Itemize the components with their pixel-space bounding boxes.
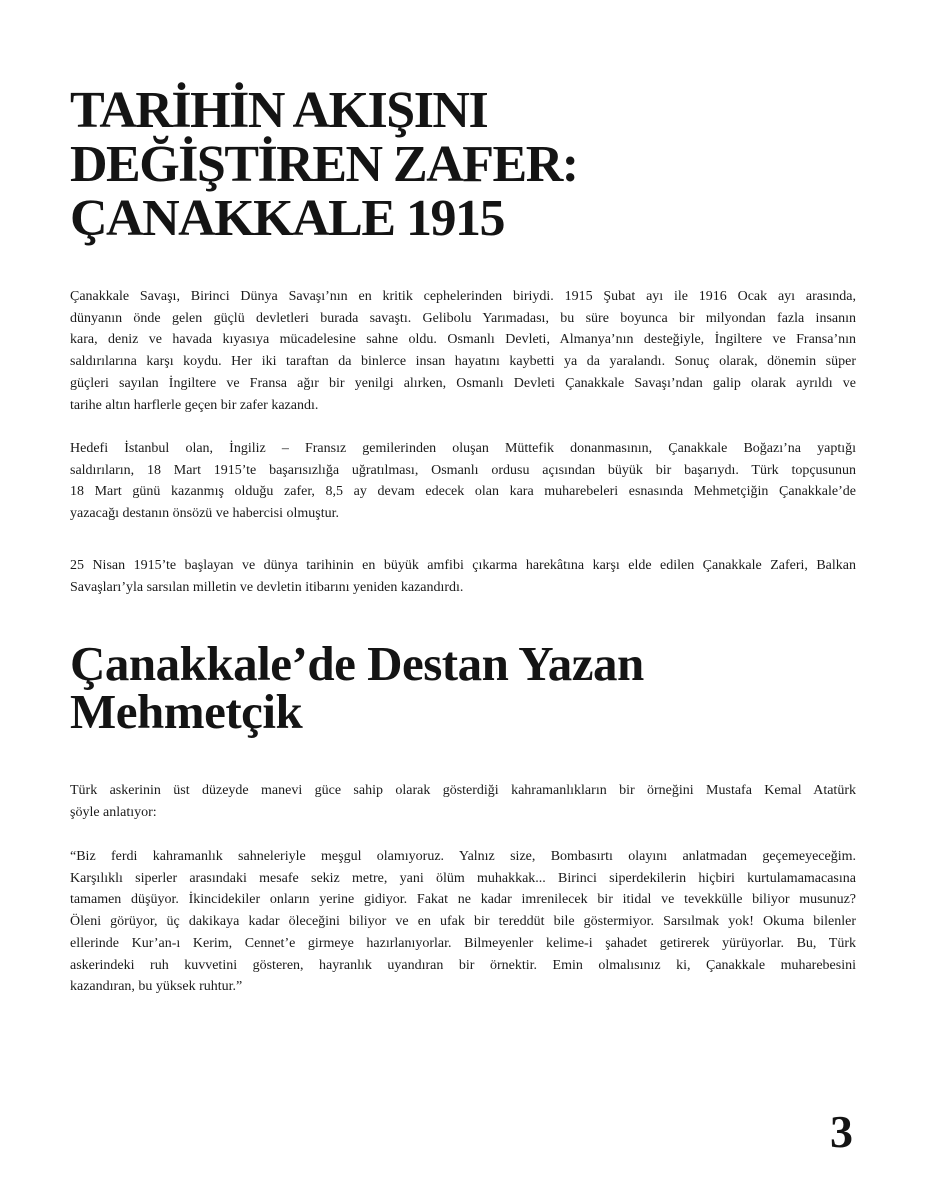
text-line: kazandıran, bu yüksek ruhtur.”: [70, 979, 243, 995]
title-line: TARİHİN AKIŞINI: [70, 82, 488, 139]
title-line: ÇANAKKALE 1915: [70, 190, 505, 247]
text-line: saldırıların, 18 Mart 1915’te başarısızlığa uğratılması, Osmanlı ordusu açısından büyük bir başarıydı. Türk topçusunun: [70, 462, 856, 478]
text-line: güçleri sayılan İngiltere ve Fransa ağır bir yenilgi alırken, Osmanlı Devleti Çanakkale Savaşı’ndan galip olarak ayrıldı ve: [70, 375, 856, 391]
text-line: şöyle anlatıyor:: [70, 804, 157, 820]
heading-line: Çanakkale’de Destan Yazan: [70, 636, 644, 691]
text-line: tarihe altın harflerle geçen bir zafer kazandı.: [70, 397, 319, 413]
section-intro-paragraph: [70, 780, 856, 823]
text-line: yazacağı destanın önsözü ve habercisi olmuştur.: [70, 506, 340, 522]
text-line: ellerinde Kur’an-ı Kerim, Cennet’e girmeye hazırlanıyorlar. Bilmeyenler kelime-i şahadet getirerek yürüyorlar. Bu, Türk: [70, 935, 856, 951]
victory-paragraph: [70, 555, 856, 598]
text-line: kara, deniz ve havada kıyasıya mücadelesine sahne oldu. Osmanlı Devleti, Almanya’nın desteğiyle, İngiltere ve Fransa’nın: [70, 332, 856, 348]
section-heading: [70, 636, 644, 739]
text-line: Karşılıklı siperler arasındaki mesafe sekiz metre, yani ölüm muhakkak... Birinci siperdekilerin hiçbiri kurtulamamacasına: [70, 870, 856, 886]
text-line: Savaşları’yla sarsılan milletin ve devletin itibarını yeniden kazandırdı.: [70, 579, 464, 595]
text-line: Öleni görüyor, üç dakikaya kadar öleceğini biliyor ve en ufak bir tereddüt bile göstermiyor. Sarsılmak yok! Okuma bilenler: [70, 914, 856, 930]
text-line: 25 Nisan 1915’te başlayan ve dünya tarihinin en büyük amfibi çıkarma harekâtına karşı elde edilen Çanakkale Zaferi, Balkan: [70, 558, 856, 573]
text-line: Çanakkale Savaşı, Birinci Dünya Savaşı’nın en kritik cephelerinden biriydi. 1915 Şubat ayı ile 1916 Ocak ayı arasında,: [70, 289, 856, 304]
quote-paragraph: [70, 846, 856, 998]
text-line: dünyanın önde gelen güçlü devletleri burada savaştı. Gelibolu Yarımadası, bu süre boyunca bir milyondan fazla insanın: [70, 310, 856, 326]
title-line: DEĞİŞTİREN ZAFER:: [70, 136, 578, 193]
text-line: askerindeki ruh kuvvetini gösteren, hayranlık uyandıran bir örnektir. Emin olmalısınız ki, Çanakkale muharebesini: [70, 957, 856, 973]
text-line: “Biz ferdi kahramanlık sahneleriyle meşgul olamıyoruz. Yalnız size, Bombasırtı olayını anlatmadan geçemeyeceğim.: [70, 849, 856, 864]
heading-line: Mehmetçik: [70, 684, 303, 739]
intro-paragraph: [70, 286, 856, 416]
naval-battle-paragraph: [70, 438, 856, 525]
page-number: 3: [830, 1106, 853, 1157]
text-line: Hedefi İstanbul olan, İngiliz – Fransız gemilerinden oluşan Müttefik donanmasının, Çanakkale Boğazı’na yaptığı: [70, 441, 856, 456]
page-title: [70, 84, 578, 246]
text-line: tamamen düşüyor. İkincidekiler onların yerine gidiyor. Fakat ne kadar imrenilecek bir itidal ve tevekkülle biliyor musunuz?: [70, 892, 856, 908]
text-line: saldırılarına karşı koydu. Her iki taraftan da binlerce insan hayatını kaybetti ya da yaralandı. Sonuç olarak, dönemin süper: [70, 354, 856, 370]
text-line: 18 Mart günü kazanmış olduğu zafer, 8,5 ay devam edecek olan kara muharebeleri esnasında Mehmetçiğin Çanakkale’de: [70, 484, 856, 500]
text-line: Türk askerinin üst düzeyde manevi güce sahip olarak gösterdiği kahramanlıkların bir örneğini Mustafa Kemal Atatürk: [70, 783, 856, 798]
